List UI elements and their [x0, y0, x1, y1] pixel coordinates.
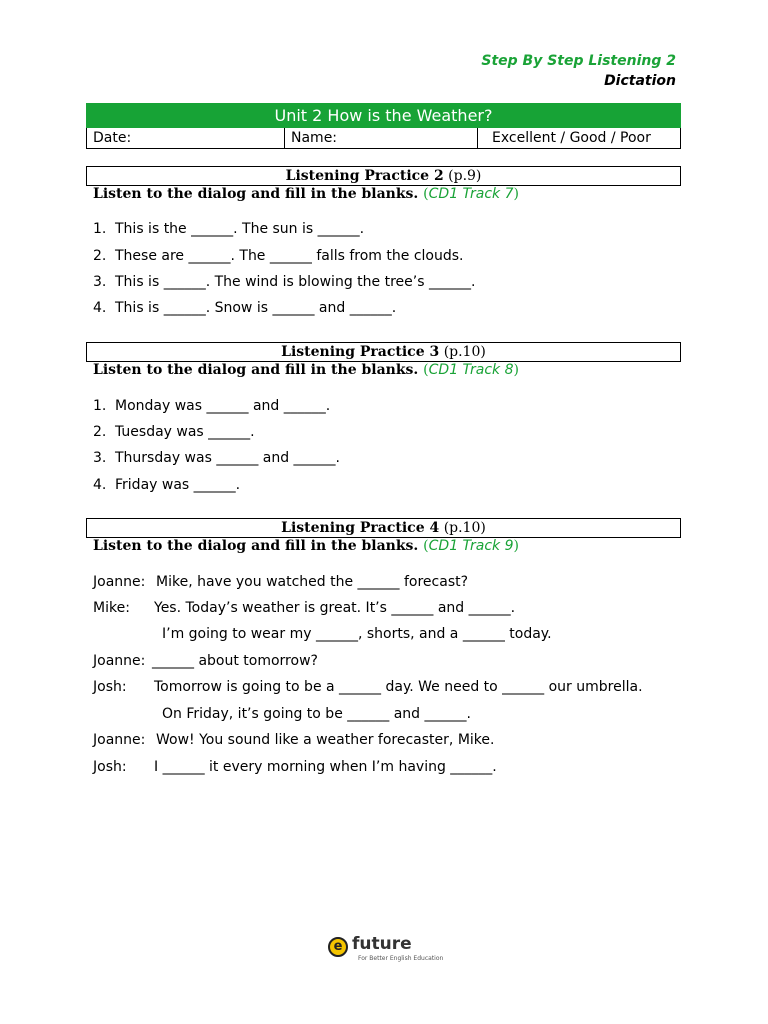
dialog-line: I’m going to wear my ______, shorts, and a ______ today. — [162, 626, 552, 642]
dialog-speaker: Joanne: — [93, 732, 146, 748]
list-item: 3. This is ______. The wind is blowing the tree’s ______. — [93, 274, 476, 290]
series-title: Step By Step Listening 2 — [481, 53, 676, 69]
dialog-line: I ______ it every morning when I’m having ______. — [154, 759, 497, 775]
dialog-speaker: Mike: — [93, 600, 130, 616]
track-label: CD1 Track 8 — [428, 362, 514, 378]
unit-title: Unit 2 How is the Weather? — [87, 104, 681, 128]
dialog-line: Mike, have you watched the ______ forecast? — [156, 574, 469, 590]
dialog-speaker: Joanne: — [93, 574, 146, 590]
dialog-line: On Friday, it’s going to be ______ and ______. — [162, 706, 471, 722]
document-type: Dictation — [604, 73, 676, 89]
dialog-line: ______ about tomorrow? — [152, 653, 318, 669]
logo-mark: e — [328, 937, 348, 957]
section-instruction: Listen to the dialog and fill in the blanks. (CD1 Track 7) — [93, 186, 519, 202]
section-instruction: Listen to the dialog and fill in the blanks. (CD1 Track 8) — [93, 362, 519, 378]
list-item: 2. Tuesday was ______. — [93, 424, 255, 440]
efuture-logo — [328, 934, 448, 970]
grade-field: Excellent / Good / Poor — [478, 128, 681, 149]
dialog-speaker: Josh: — [93, 759, 127, 775]
dialog-speaker: Josh: — [93, 679, 127, 695]
section-title: Listening Practice 3 — [281, 344, 440, 360]
unit-header-table — [86, 103, 681, 149]
dialog-line: Yes. Today’s weather is great. It’s ______ and ______. — [154, 600, 516, 616]
dialog-line: Wow! You sound like a weather forecaster, Mike. — [156, 732, 495, 748]
section-title-box — [86, 342, 681, 362]
section-title-box — [86, 518, 681, 538]
section-title: Listening Practice 2 — [285, 168, 444, 184]
section-page: (p.9) — [448, 168, 482, 184]
list-item: 2. These are ______. The ______ falls from the clouds. — [93, 248, 464, 264]
section-instruction: Listen to the dialog and fill in the blanks. (CD1 Track 9) — [93, 538, 519, 554]
section-page: (p.10) — [443, 520, 486, 536]
list-item: 1. This is the ______. The sun is ______. — [93, 221, 365, 237]
list-item: 4. This is ______. Snow is ______ and ______. — [93, 300, 397, 316]
logo-word: future — [352, 934, 412, 954]
list-item: 4. Friday was ______. — [93, 477, 241, 493]
section-title-box — [86, 166, 681, 186]
section-title: Listening Practice 4 — [281, 520, 440, 536]
dialog-speaker: Joanne: — [93, 653, 146, 669]
track-label: CD1 Track 7 — [428, 186, 514, 202]
list-item: 3. Thursday was ______ and ______. — [93, 450, 341, 466]
name-field: Name: — [285, 128, 478, 149]
date-field: Date: — [87, 128, 285, 149]
logo-tagline: For Better English Education — [358, 955, 444, 962]
track-label: CD1 Track 9 — [428, 538, 514, 554]
section-page: (p.10) — [443, 344, 486, 360]
dialog-line: Tomorrow is going to be a ______ day. We need to ______ our umbrella. — [154, 679, 643, 695]
list-item: 1. Monday was ______ and ______. — [93, 398, 331, 414]
